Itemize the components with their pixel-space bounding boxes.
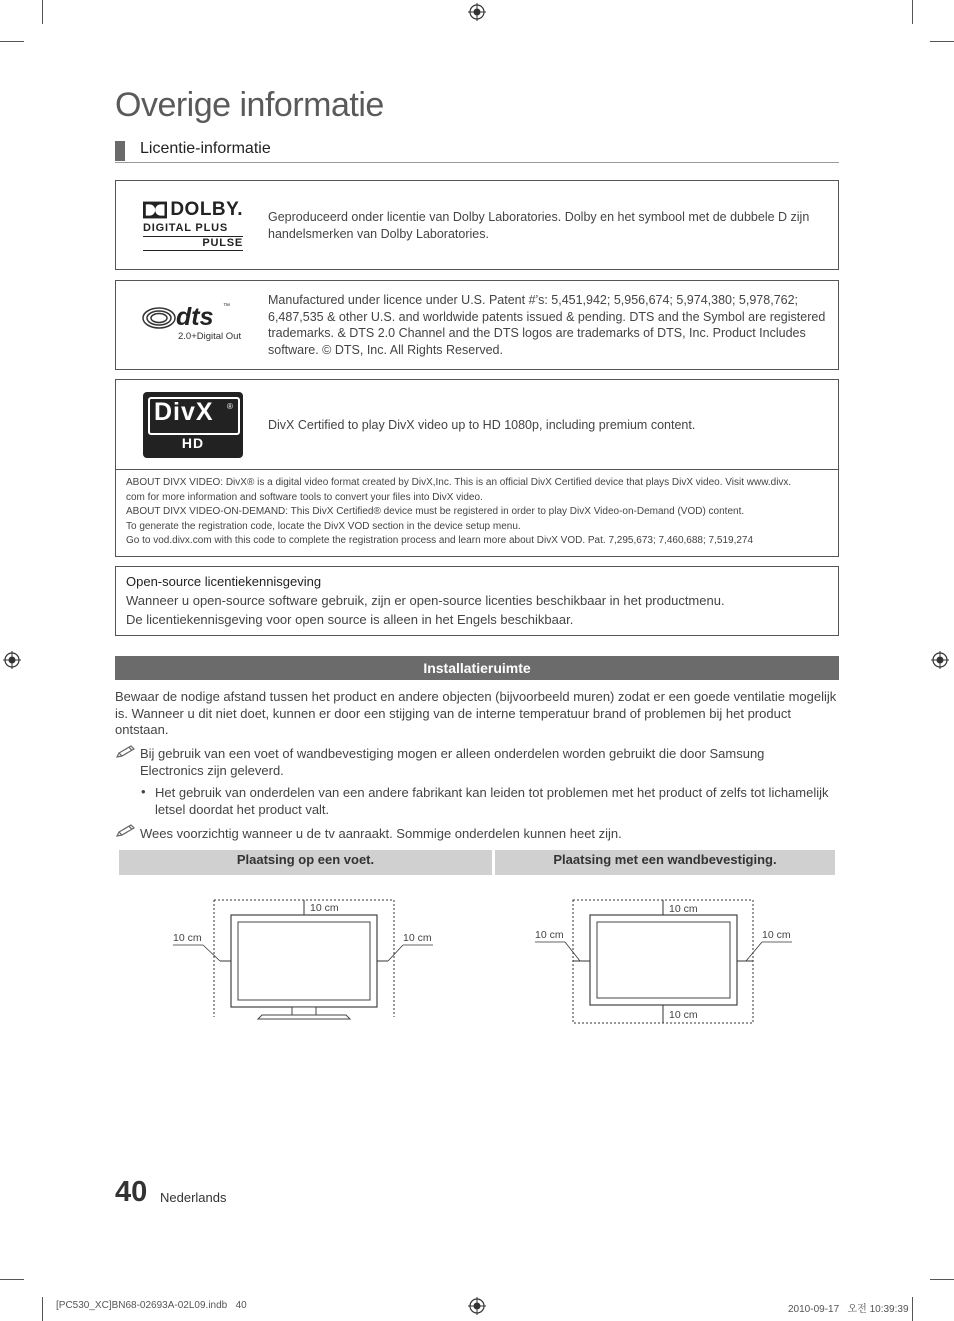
divx-footnote-line: To generate the registration code, locate the DivX VOD section in the device setup menu. bbox=[126, 520, 521, 532]
stand-label-right: 10 cm bbox=[403, 932, 432, 944]
crop-mark bbox=[0, 1279, 24, 1280]
bullet-marker: • bbox=[141, 784, 146, 799]
section-heading-text: Licentie-informatie bbox=[140, 140, 271, 157]
dolby-line2: PULSE bbox=[143, 237, 243, 251]
crop-mark bbox=[0, 41, 24, 42]
installation-band-title: Installatieruimte bbox=[115, 656, 839, 680]
dts-license-text: Manufactured under licence under U.S. Patent #’s: 5,451,942; 5,956,674; 5,974,380; 5,978,762; 6,487,535 & other U.S. and worldwide patents issued & pending. DTS and the Symbol are registered trademarks. & DTS 2.0 Channel and the DTS logos are trademarks of DTS, Inc. Product Includes software. © DTS, Inc. All Rights Reserved. bbox=[268, 293, 826, 357]
print-footer-file: [PC530_XC]BN68-02693A-02L09.indb 40 bbox=[56, 1300, 247, 1311]
installation-note: Wees voorzichtig wanneer u de tv aanraakt. Sommige onderdelen kunnen heet zijn. bbox=[140, 826, 622, 841]
divx-footnote-line: ABOUT DIVX VIDEO: DivX® is a digital video format created by DivX,Inc. This is an official DivX Certified device that plays DivX video. Visit www.divx. bbox=[126, 477, 792, 488]
pencil-note-icon bbox=[116, 824, 136, 838]
page-language: Nederlands bbox=[160, 1190, 227, 1205]
table-header-wall: Plaatsing met een wandbevestiging. bbox=[495, 850, 835, 875]
stand-label-left: 10 cm bbox=[173, 932, 202, 944]
divx-license-box bbox=[115, 379, 839, 557]
dolby-logo bbox=[143, 199, 243, 253]
crop-mark bbox=[912, 0, 913, 24]
tv-wall-mounted-icon bbox=[590, 915, 737, 1005]
dts-tm-mark: ™ bbox=[223, 303, 230, 310]
divx-hd-text: HD bbox=[181, 435, 205, 451]
divx-logo bbox=[143, 392, 243, 458]
divx-footnote bbox=[116, 469, 838, 549]
section-heading-bar bbox=[115, 141, 125, 161]
dts-swirl-icon bbox=[142, 307, 176, 329]
divx-footnote-line: Go to vod.divx.com with this code to complete the registration process and learn more about DivX VOD. Pat. 7,295,673; 7,460,688; 7,519,274 bbox=[126, 535, 754, 547]
section-heading bbox=[115, 138, 839, 163]
dts-license-box bbox=[115, 280, 839, 370]
stand-clearance-diagram bbox=[165, 895, 445, 1023]
dolby-line1: DIGITAL PLUS bbox=[143, 222, 243, 237]
installation-note: Bij gebruik van een voet of wandbevestiging mogen er alleen onderdelen worden gebruikt die door Samsung Electronics zijn geleverd. bbox=[140, 746, 765, 778]
dolby-license-box bbox=[115, 180, 839, 270]
registration-mark-icon bbox=[931, 651, 949, 669]
crop-mark bbox=[930, 1279, 954, 1280]
wall-label-left: 10 cm bbox=[535, 929, 564, 941]
divx-brand-text: DivX bbox=[154, 398, 214, 426]
registration-mark-icon bbox=[468, 3, 486, 21]
dts-logo bbox=[142, 305, 248, 349]
open-source-box bbox=[115, 566, 839, 636]
dolby-brand-text: DOLBY. bbox=[170, 199, 243, 220]
wall-label-top: 10 cm bbox=[669, 903, 698, 915]
crop-mark bbox=[42, 1297, 43, 1321]
open-source-line: Wanneer u open-source software gebruik, zijn er open-source licenties beschikbaar in het productmenu. bbox=[126, 593, 725, 608]
divx-reg-mark: ® bbox=[227, 402, 233, 411]
page-title: Overige informatie bbox=[115, 86, 384, 124]
page-number: 40 bbox=[115, 1176, 148, 1208]
tv-on-stand-icon bbox=[231, 915, 377, 1019]
dts-sub-text: 2.0+Digital Out bbox=[178, 331, 242, 342]
crop-mark bbox=[912, 1297, 913, 1321]
stand-label-top: 10 cm bbox=[310, 902, 339, 914]
wall-clearance-diagram bbox=[530, 895, 800, 1027]
print-footer-datetime: 2010-09-17 오전 10:39:39 bbox=[788, 1304, 909, 1315]
dts-brand-text: dts bbox=[176, 303, 214, 331]
divx-license-text: DivX Certified to play DivX video up to HD 1080p, including premium content. bbox=[268, 418, 696, 432]
wall-label-right: 10 cm bbox=[762, 929, 791, 941]
pencil-note-icon bbox=[116, 745, 136, 759]
installation-bullet: Het gebruik van onderdelen van een andere fabrikant kan leiden tot problemen met het product of zelfs tot lichamelijk letsel doordat het product valt. bbox=[155, 785, 829, 817]
registration-mark-icon bbox=[468, 1297, 486, 1315]
dolby-double-d-icon bbox=[143, 201, 167, 219]
open-source-line: De licentiekennisgeving voor open source is alleen in het Engels beschikbaar. bbox=[126, 612, 574, 627]
divx-footnote-line: com for more information and software tools to convert your files into DivX video. bbox=[126, 491, 483, 503]
installation-intro: Bewaar de nodige afstand tussen het product en andere objecten (bijvoorbeeld muren) zodat er een goede ventilatie mogelijk is. Wanneer u dit niet doet, kunnen er door een stijging van de interne temperatuur brand of problemen bij het product ontstaan. bbox=[115, 689, 837, 737]
table-header-stand: Plaatsing op een voet. bbox=[119, 850, 492, 875]
dolby-license-text: Geproduceerd onder licentie van Dolby Laboratories. Dolby en het symbool met de dubbele D zijn handelsmerken van Dolby Laboratories. bbox=[268, 210, 810, 241]
open-source-title: Open-source licentiekennisgeving bbox=[126, 574, 322, 589]
crop-mark bbox=[930, 41, 954, 42]
registration-mark-icon bbox=[3, 651, 21, 669]
crop-mark bbox=[42, 0, 43, 24]
wall-label-bottom: 10 cm bbox=[669, 1009, 698, 1021]
divx-footnote-line: ABOUT DIVX VIDEO-ON-DEMAND: This DivX Certified® device must be registered in order to play DivX Video-on-Demand (VOD) content. bbox=[126, 506, 745, 518]
